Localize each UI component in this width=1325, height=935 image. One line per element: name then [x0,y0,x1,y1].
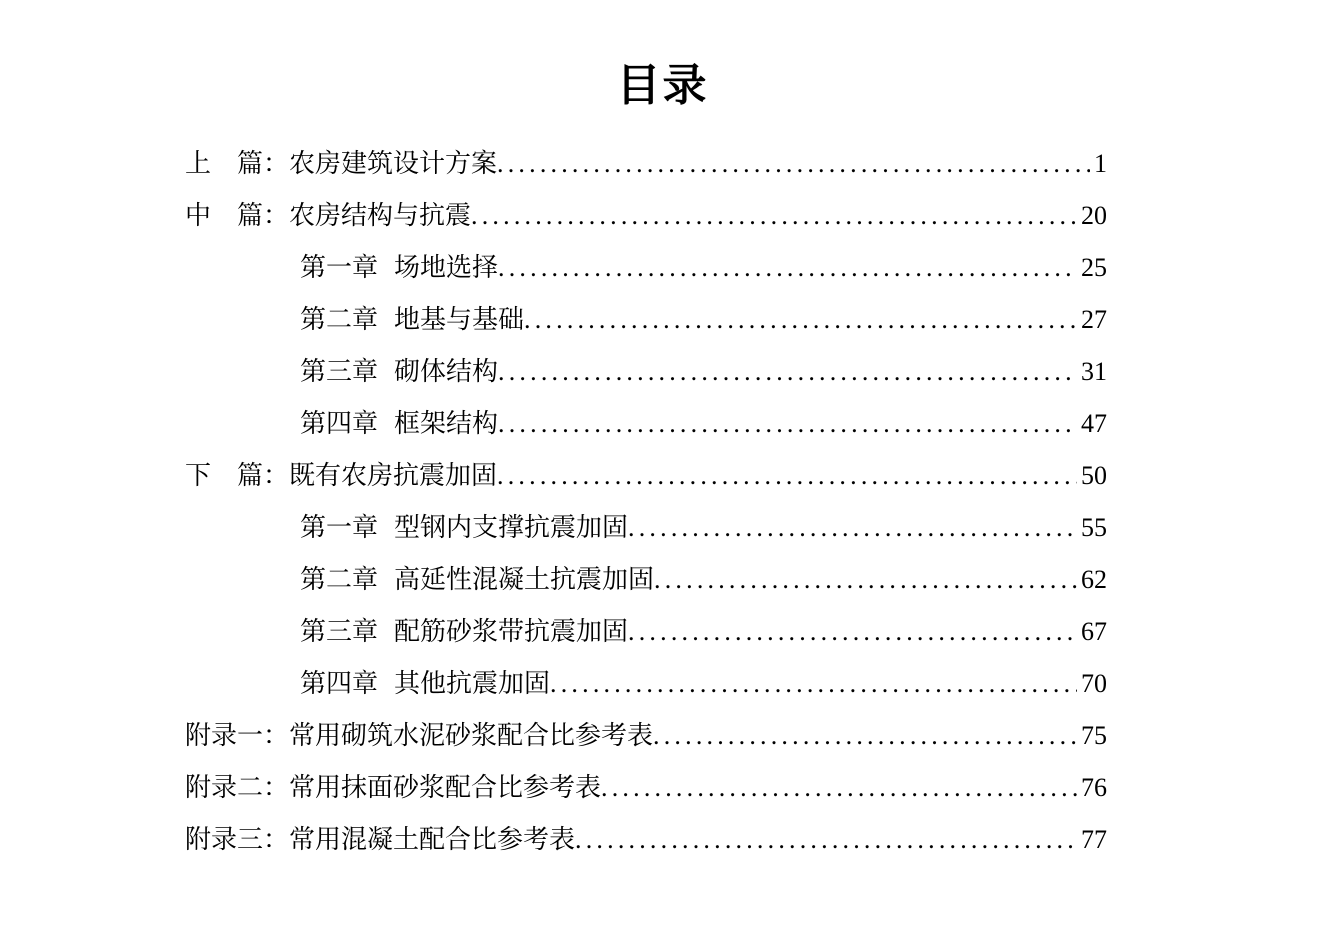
toc-entry[interactable] [185,814,1107,866]
toc-entry-page: 75 [1081,721,1107,750]
toc-entry-page: 62 [1081,565,1107,594]
dot-leader [654,554,1077,606]
dot-leader [498,398,1077,450]
dot-leader [601,762,1077,814]
dot-leader [498,242,1077,294]
toc-entry[interactable] [185,554,1107,606]
toc-entry-title: 其他抗震加固 [394,669,551,699]
toc-entry-title: 场地选择 [394,253,499,283]
toc-entry-page: 27 [1081,305,1107,334]
toc-entry-prefix: 附录三： [185,825,290,855]
toc-entry-title: 常用混凝土配合比参考表 [289,825,576,855]
toc-entry-prefix: 中 篇： [185,201,290,231]
toc-entry[interactable] [185,242,1107,294]
toc-entry-prefix: 上 篇： [185,149,290,179]
toc-entry-page: 1 [1094,149,1107,178]
toc-entry-page: 77 [1081,825,1107,854]
toc-entry[interactable] [185,450,1107,502]
toc-entry-page: 76 [1081,773,1107,802]
dot-leader [550,658,1077,710]
toc-entry-title: 既有农房抗震加固 [289,461,498,491]
dot-leader [575,814,1077,866]
toc-entry[interactable] [185,762,1107,814]
dot-leader [653,710,1077,762]
toc-entry-prefix: 附录二： [185,773,290,803]
toc-entry-page: 55 [1081,513,1107,542]
toc-entry-page: 20 [1081,201,1107,230]
toc-entry-page: 70 [1081,669,1107,698]
toc-entry[interactable] [185,346,1107,398]
table-of-contents [185,138,1107,866]
dot-leader [628,606,1077,658]
toc-entry[interactable] [185,294,1107,346]
toc-entry-title: 配筋砂浆带抗震加固 [394,617,629,647]
toc-entry-prefix: 第二章 [300,305,379,335]
dot-leader [628,502,1077,554]
toc-entry[interactable] [185,502,1107,554]
toc-entry-page: 50 [1081,461,1107,490]
toc-entry-prefix: 第一章 [300,513,379,543]
toc-entry[interactable] [185,658,1107,710]
toc-entry-page: 67 [1081,617,1107,646]
toc-entry-title: 农房建筑设计方案 [289,149,498,179]
toc-entry-page: 31 [1081,357,1107,386]
dot-leader [471,190,1077,242]
toc-entry-prefix: 下 篇： [185,461,290,491]
toc-entry-prefix: 第三章 [300,617,379,647]
toc-entry-title: 常用抹面砂浆配合比参考表 [289,773,602,803]
toc-entry[interactable] [185,138,1107,190]
toc-entry[interactable] [185,190,1107,242]
page-title: 目录 [616,60,709,111]
toc-entry-title: 砌体结构 [394,357,499,387]
toc-entry[interactable] [185,710,1107,762]
toc-entry-prefix: 第四章 [300,669,379,699]
toc-entry[interactable] [185,398,1107,450]
toc-entry-prefix: 第三章 [300,357,379,387]
toc-entry-title: 高延性混凝土抗震加固 [394,565,655,595]
toc-entry-prefix: 第二章 [300,565,379,595]
toc-entry-title: 农房结构与抗震 [289,201,472,231]
dot-leader [498,346,1077,398]
toc-entry-prefix: 第四章 [300,409,379,439]
toc-entry[interactable] [185,606,1107,658]
toc-entry-page: 47 [1081,409,1107,438]
toc-entry-title: 地基与基础 [394,305,525,335]
toc-entry-prefix: 第一章 [300,253,379,283]
toc-entry-prefix: 附录一： [185,721,290,751]
dot-leader [497,450,1077,502]
toc-entry-title: 常用砌筑水泥砂浆配合比参考表 [289,721,654,751]
toc-entry-title: 型钢内支撑抗震加固 [394,513,629,543]
toc-entry-title: 框架结构 [394,409,499,439]
dot-leader [497,138,1090,190]
dot-leader [524,294,1077,346]
toc-entry-page: 25 [1081,253,1107,282]
